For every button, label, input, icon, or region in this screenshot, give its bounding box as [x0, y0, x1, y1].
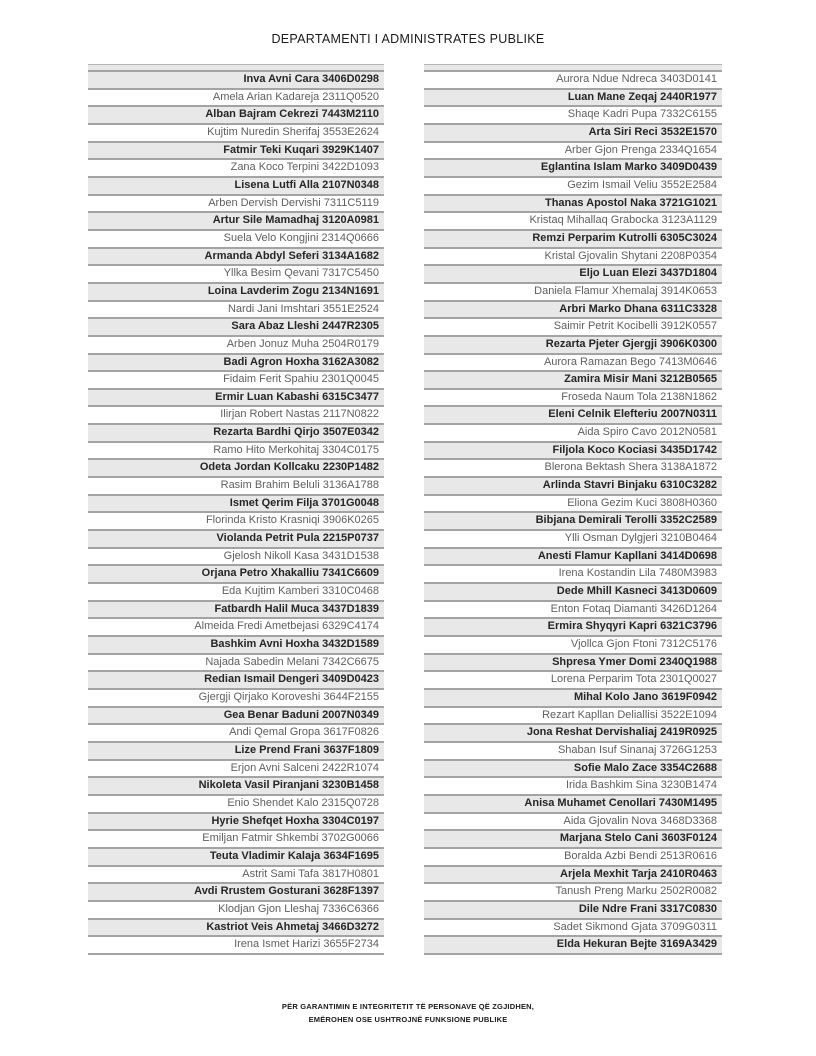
column-rows: [424, 72, 722, 955]
table-row: Kristaq Mihallaq Grabocka 3123A1129: [424, 213, 722, 231]
table-row: Rezart Kapllan Deliallisi 3522E1094: [424, 708, 722, 726]
table-row: Mihal Kolo Jano 3619F0942: [424, 690, 722, 708]
table-row: Ermira Shyqyri Kapri 6321C3796: [424, 619, 722, 637]
table-row: Arber Gjon Prenga 2334Q1654: [424, 143, 722, 161]
table-row: Nikoleta Vasil Piranjani 3230B1458: [88, 778, 384, 796]
table-row: Froseda Naum Tola 2138N1862: [424, 390, 722, 408]
table-row: Sadet Sikmond Gjata 3709G0311: [424, 920, 722, 938]
table-row: Filjola Koco Kociasi 3435D1742: [424, 443, 722, 461]
footer-note: [0, 1000, 816, 1026]
table-row: Bashkim Avni Hoxha 3432D1589: [88, 637, 384, 655]
column-header-strip: [424, 65, 722, 72]
column-rows: [88, 72, 384, 955]
table-row: Blerona Bektash Shera 3138A1872: [424, 460, 722, 478]
table-row: Fatbardh Halil Muca 3437D1839: [88, 602, 384, 620]
table-row: Tanush Preng Marku 2502R0082: [424, 884, 722, 902]
table-row: Rezarta Pjeter Gjergji 3906K0300: [424, 337, 722, 355]
table-row: Florinda Kristo Krasniqi 3906K0265: [88, 513, 384, 531]
table-row: Remzi Perparim Kutrolli 6305C3024: [424, 231, 722, 249]
table-row: Zana Koco Terpini 3422D1093: [88, 160, 384, 178]
table-row: Gjergji Qirjako Koroveshi 3644F2155: [88, 690, 384, 708]
table-row: Klodjan Gjon Lleshaj 7336C6366: [88, 902, 384, 920]
table-row: Aida Spiro Cavo 2012N0581: [424, 425, 722, 443]
table-row: Vjollca Gjon Ftoni 7312C5176: [424, 637, 722, 655]
table-row: Gezim Ismail Veliu 3552E2584: [424, 178, 722, 196]
table-row: Daniela Flamur Xhemalaj 3914K0653: [424, 284, 722, 302]
page-title: DEPARTAMENTI I ADMINISTRATES PUBLIKE: [271, 32, 545, 46]
table-row: Irena Ismet Harizi 3655F2734: [88, 937, 384, 955]
table-row: Aida Gjovalin Nova 3468D3368: [424, 814, 722, 832]
table-row: Irena Kostandin Lila 7480M3983: [424, 566, 722, 584]
table-row: Kastriot Veis Ahmetaj 3466D3272: [88, 920, 384, 938]
table-row: Dile Ndre Frani 3317C0830: [424, 902, 722, 920]
table-row: Rasim Brahim Beluli 3136A1788: [88, 478, 384, 496]
table-row: Eglantina Islam Marko 3409D0439: [424, 160, 722, 178]
table-row: Gjelosh Nikoll Kasa 3431D1538: [88, 549, 384, 567]
table-row: Yllka Besim Qevani 7317C5450: [88, 266, 384, 284]
table-row: Badi Agron Hoxha 3162A3082: [88, 355, 384, 373]
table-row: Ermir Luan Kabashi 6315C3477: [88, 390, 384, 408]
name-list-column-right: [424, 64, 722, 955]
table-row: Odeta Jordan Kollcaku 2230P1482: [88, 460, 384, 478]
table-row: Irida Bashkim Sina 3230B1474: [424, 778, 722, 796]
table-row: Andi Qemal Gropa 3617F0826: [88, 725, 384, 743]
table-row: Eleni Celnik Elefteriu 2007N0311: [424, 407, 722, 425]
table-row: Fidaim Ferit Spahiu 2301Q0045: [88, 372, 384, 390]
footer-line-2: EMËROHEN OSE USHTROJNË FUNKSIONE PUBLIKE: [308, 1015, 508, 1024]
table-row: Amela Arian Kadareja 2311Q0520: [88, 90, 384, 108]
table-row: Erjon Avni Salceni 2422R1074: [88, 761, 384, 779]
table-row: Arjela Mexhit Tarja 2410R0463: [424, 867, 722, 885]
table-row: Rezarta Bardhi Qirjo 3507E0342: [88, 425, 384, 443]
table-row: Shpresa Ymer Domi 2340Q1988: [424, 655, 722, 673]
table-row: Ilirjan Robert Nastas 2117N0822: [88, 407, 384, 425]
table-row: Luan Mane Zeqaj 2440R1977: [424, 90, 722, 108]
table-row: Hyrie Shefqet Hoxha 3304C0197: [88, 814, 384, 832]
table-row: Aurora Ndue Ndreca 3403D0141: [424, 72, 722, 90]
table-row: Bibjana Demirali Terolli 3352C2589: [424, 513, 722, 531]
table-row: Kujtim Nuredin Sherifaj 3553E2624: [88, 125, 384, 143]
table-row: Armanda Abdyl Seferi 3134A1682: [88, 249, 384, 267]
table-row: Anisa Muhamet Cenollari 7430M1495: [424, 796, 722, 814]
table-row: Teuta Vladimir Kalaja 3634F1695: [88, 849, 384, 867]
table-row: Arbri Marko Dhana 6311C3328: [424, 302, 722, 320]
table-row: Enton Fotaq Diamanti 3426D1264: [424, 602, 722, 620]
table-row: Loina Lavderim Zogu 2134N1691: [88, 284, 384, 302]
table-row: Dede Mhill Kasneci 3413D0609: [424, 584, 722, 602]
table-row: Inva Avni Cara 3406D0298: [88, 72, 384, 90]
table-row: Violanda Petrit Pula 2215P0737: [88, 531, 384, 549]
table-row: Sofie Malo Zace 3354C2688: [424, 761, 722, 779]
table-row: Alban Bajram Cekrezi 7443M2110: [88, 107, 384, 125]
name-list-column-left: [88, 64, 384, 955]
table-row: Suela Velo Kongjini 2314Q0666: [88, 231, 384, 249]
table-row: Zamira Misir Mani 3212B0565: [424, 372, 722, 390]
table-row: Lisena Lutfi Alla 2107N0348: [88, 178, 384, 196]
table-row: Eliona Gezim Kuci 3808H0360: [424, 496, 722, 514]
table-row: Avdi Rrustem Gosturani 3628F1397: [88, 884, 384, 902]
table-row: Almeida Fredi Ametbejasi 6329C4174: [88, 619, 384, 637]
table-row: Arlinda Stavri Binjaku 6310C3282: [424, 478, 722, 496]
table-row: Arben Dervish Dervishi 7311C5119: [88, 196, 384, 214]
table-row: Shaban Isuf Sinanaj 3726G1253: [424, 743, 722, 761]
table-row: Artur Sile Mamadhaj 3120A0981: [88, 213, 384, 231]
table-row: Ylli Osman Dylgjeri 3210B0464: [424, 531, 722, 549]
table-row: Arben Jonuz Muha 2504R0179: [88, 337, 384, 355]
table-row: Najada Sabedin Melani 7342C6675: [88, 655, 384, 673]
table-row: Aurora Ramazan Bego 7413M0646: [424, 355, 722, 373]
table-row: Shaqe Kadri Pupa 7332C6155: [424, 107, 722, 125]
table-row: Enio Shendet Kalo 2315Q0728: [88, 796, 384, 814]
table-row: Boralda Azbi Bendi 2513R0616: [424, 849, 722, 867]
table-row: Sara Abaz Lleshi 2447R2305: [88, 319, 384, 337]
table-row: Arta Siri Reci 3532E1570: [424, 125, 722, 143]
table-row: Elda Hekuran Bejte 3169A3429: [424, 937, 722, 955]
table-row: Ismet Qerim Filja 3701G0048: [88, 496, 384, 514]
table-row: Kristal Gjovalin Shytani 2208P0354: [424, 249, 722, 267]
table-row: Gea Benar Baduni 2007N0349: [88, 708, 384, 726]
table-row: Emiljan Fatmir Shkembi 3702G0066: [88, 831, 384, 849]
table-row: Marjana Stelo Cani 3603F0124: [424, 831, 722, 849]
table-row: Astrit Sami Tafa 3817H0801: [88, 867, 384, 885]
table-row: Redian Ismail Dengeri 3409D0423: [88, 672, 384, 690]
table-row: Thanas Apostol Naka 3721G1021: [424, 196, 722, 214]
table-row: Jona Reshat Dervishaliaj 2419R0925: [424, 725, 722, 743]
table-row: Eda Kujtim Kamberi 3310C0468: [88, 584, 384, 602]
table-row: Anesti Flamur Kapllani 3414D0698: [424, 549, 722, 567]
table-row: Eljo Luan Elezi 3437D1804: [424, 266, 722, 284]
table-row: Nardi Jani Imshtari 3551E2524: [88, 302, 384, 320]
table-row: Saimir Petrit Kocibelli 3912K0557: [424, 319, 722, 337]
table-row: Lize Prend Frani 3637F1809: [88, 743, 384, 761]
table-row: Ramo Hito Merkohitaj 3304C0175: [88, 443, 384, 461]
table-row: Lorena Perparim Tota 2301Q0027: [424, 672, 722, 690]
table-row: Fatmir Teki Kuqari 3929K1407: [88, 143, 384, 161]
footer-line-1: PËR GARANTIMIN E INTEGRITETIT TË PERSONAVE QË ZGJIDHEN,: [281, 1002, 535, 1011]
table-row: Orjana Petro Xhakalliu 7341C6609: [88, 566, 384, 584]
column-header-strip: [88, 65, 384, 72]
